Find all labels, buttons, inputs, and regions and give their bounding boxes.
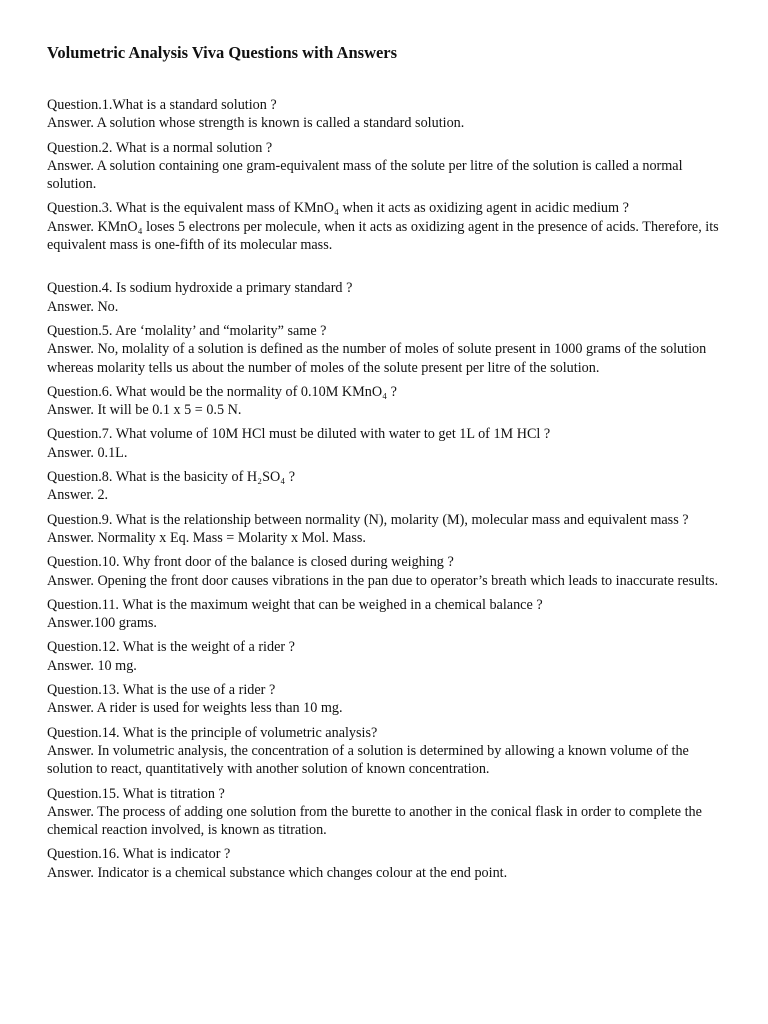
qa-item-15	[47, 785, 727, 840]
question-text: Question.5. Are ‘molality’ and “molarity” same ?	[47, 322, 327, 339]
question-text: Question.4. Is sodium hydroxide a primary standard ?	[47, 280, 353, 297]
answer-text: Answer. 10 mg.	[47, 657, 137, 674]
answer-text: Answer. Indicator is a chemical substance which changes colour at the end point.	[47, 864, 508, 881]
answer-text: Answer. The process of adding one solution from the burette to another in the conical flask in order to complete the chemical reaction involved, is known as titration.	[47, 803, 702, 839]
qa-item-16	[47, 845, 727, 882]
document-page	[47, 42, 727, 888]
question-text: Question.2. What is a normal solution ?	[47, 139, 273, 156]
qa-item-1	[47, 96, 727, 133]
answer-text: Answer. Normality x Eq. Mass = Molarity x Mol. Mass.	[47, 529, 366, 546]
question-text: Question.11. What is the maximum weight that can be weighed in a chemical balance ?	[47, 596, 543, 613]
question-text: Question.13. What is the use of a rider ?	[47, 682, 276, 699]
qa-item-2	[47, 139, 727, 194]
question-text: Question.6. What would be the normality of 0.10M KMnO₄ ?	[47, 383, 397, 400]
question-text: Question.15. What is titration ?	[47, 785, 225, 802]
question-text: Question.14. What is the principle of volumetric analysis?	[47, 724, 378, 741]
answer-text: Answer. In volumetric analysis, the concentration of a solution is determined by allowing a known volume of the solution to react, quantitatively with another solution of known concentration.	[47, 742, 689, 778]
document-title: Volumetric Analysis Viva Questions with Answers	[47, 43, 398, 62]
qa-list	[47, 96, 727, 882]
question-text: Question.12. What is the weight of a rider ?	[47, 639, 295, 656]
qa-item-11	[47, 596, 727, 633]
answer-text: Answer. Opening the front door causes vibrations in the pan due to operator’s breath which leads to inaccurate results.	[47, 572, 719, 589]
question-text: Question.10. Why front door of the balance is closed during weighing ?	[47, 554, 454, 571]
question-text: Question.7. What volume of 10M HCl must be diluted with water to get 1L of 1M HCl ?	[47, 426, 551, 443]
answer-text: Answer. 0.1L.	[47, 444, 128, 461]
qa-item-4	[47, 279, 727, 316]
qa-item-12	[47, 638, 727, 675]
qa-item-5	[47, 322, 727, 377]
answer-text: Answer. A solution whose strength is known is called a standard solution.	[47, 115, 465, 132]
qa-item-3	[47, 199, 727, 254]
answer-text: Answer. It will be 0.1 x 5 = 0.5 N.	[47, 402, 242, 419]
answer-text: Answer.100 grams.	[47, 615, 157, 632]
question-text: Question.8. What is the basicity of H₂SO₄ ?	[47, 469, 296, 486]
question-text: Question.9. What is the relationship between normality (N), molarity (M), molecular mass and equivalent mass ?	[47, 511, 689, 528]
answer-text: Answer. 2.	[47, 487, 109, 504]
answer-text: Answer. A rider is used for weights less than 10 mg.	[47, 700, 343, 717]
answer-text: Answer. KMnO₄ loses 5 electrons per molecule, when it acts as oxidizing agent in the presence of acids. Therefore, its equivalent mass is one-fifth of its molecular mass.	[47, 218, 719, 254]
answer-text: Answer. No.	[47, 298, 119, 315]
qa-item-10	[47, 553, 727, 590]
qa-item-7	[47, 425, 727, 462]
qa-item-13	[47, 681, 727, 718]
answer-text: Answer. No, molality of a solution is defined as the number of moles of solute present in 1000 grams of the solution whereas molarity tells us about the number of moles of the solute present per litre of the solution.	[47, 341, 707, 376]
answer-text: Answer. A solution containing one gram-equivalent mass of the solute per litre of the solution is called a normal solution.	[47, 157, 683, 193]
question-text: Question.16. What is indicator ?	[47, 846, 231, 863]
question-text: Question.3. What is the equivalent mass of KMnO₄ when it acts as oxidizing agent in acidic medium ?	[47, 200, 629, 217]
qa-item-9	[47, 511, 727, 548]
question-text: Question.1.What is a standard solution ?	[47, 97, 277, 113]
qa-item-8	[47, 468, 727, 505]
qa-item-6	[47, 383, 727, 420]
qa-item-14	[47, 724, 727, 779]
